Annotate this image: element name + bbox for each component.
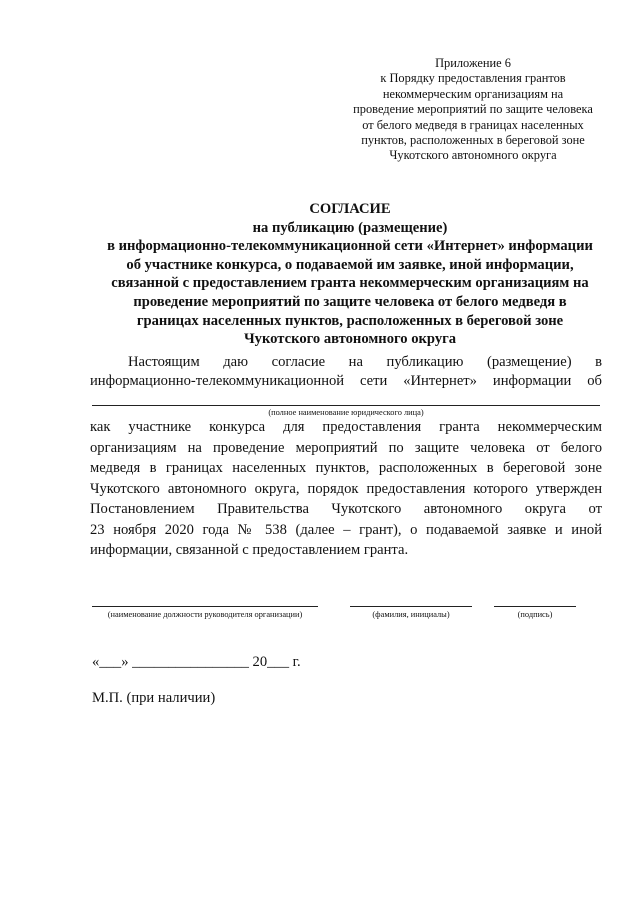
org-name-caption: (полное наименование юридического лица) [268, 408, 424, 417]
appendix-line: некоммерческим организациям на [382, 86, 564, 101]
name-caption: (фамилия, инициалы) [372, 610, 450, 619]
paragraph-line: как участнике конкурса для предоставления гранта некоммерческим [90, 419, 602, 435]
title-line: СОГЛАСИЕ [309, 201, 391, 217]
appendix-header [340, 56, 606, 164]
paragraph-line: Постановлением Правительства Чукотского автономного округа от [90, 501, 602, 517]
paragraph-line: информации, связанной с предоставлением гранта. [90, 542, 409, 558]
appendix-line: Приложение 6 [435, 56, 511, 70]
paragraph-line: 23 ноября 2020 года № 538 (далее – грант), о подаваемой заявке и иной [90, 521, 602, 538]
title-line: об участнике конкурса, о подаваемой им заявке, иной информации, [126, 256, 574, 273]
appendix-line: проведение мероприятий по защите человека [353, 102, 593, 117]
appendix-line: Чукотского автономного округа [389, 148, 557, 163]
date-field[interactable]: «___» ________________ 20___ г. [92, 654, 301, 670]
signature-field-line[interactable] [494, 606, 576, 607]
title-line: Чукотского автономного округа [243, 331, 457, 348]
position-caption: (наименование должности руководителя организации) [107, 610, 303, 619]
position-field-line[interactable] [92, 606, 318, 607]
appendix-line: к Порядку предоставления грантов [380, 71, 566, 86]
paragraph-line: Чукотского автономного округа, порядок предоставления которого утвержден [90, 480, 602, 497]
consent-paragraph-body [90, 417, 602, 561]
stamp-note: М.П. (при наличии) [92, 690, 216, 706]
appendix-line: от белого медведя в границах населенных [362, 117, 584, 132]
title-line: на публикацию (размещение) [252, 219, 448, 236]
title-line: границах населенных пунктов, расположенных в береговой зоне [136, 312, 564, 329]
appendix-line: пунктов, расположенных в береговой зоне [361, 133, 585, 148]
title-line: проведение мероприятий по защите человека от белого медведя в [133, 293, 567, 310]
consent-paragraph-intro [90, 353, 602, 391]
paragraph-line: информационно-телекоммуникационной сети «Интернет» информации об [90, 373, 602, 389]
org-name-field-line[interactable] [92, 405, 600, 406]
name-field-line[interactable] [350, 606, 472, 607]
signature-caption: (подпись) [517, 610, 553, 619]
title-line: связанной с предоставлением гранта некоммерческим организациям на [111, 275, 589, 292]
paragraph-line: Настоящим даю согласие на публикацию (размещение) в [128, 354, 602, 370]
paragraph-line: медведя в границах населенных пунктов, расположенных в береговой зоне [90, 460, 602, 476]
paragraph-line: организациям на проведение мероприятий по защите человека от белого [90, 439, 602, 456]
title-line: в информационно-телекоммуникационной сети «Интернет» информации [107, 238, 593, 255]
document-title [80, 200, 620, 349]
